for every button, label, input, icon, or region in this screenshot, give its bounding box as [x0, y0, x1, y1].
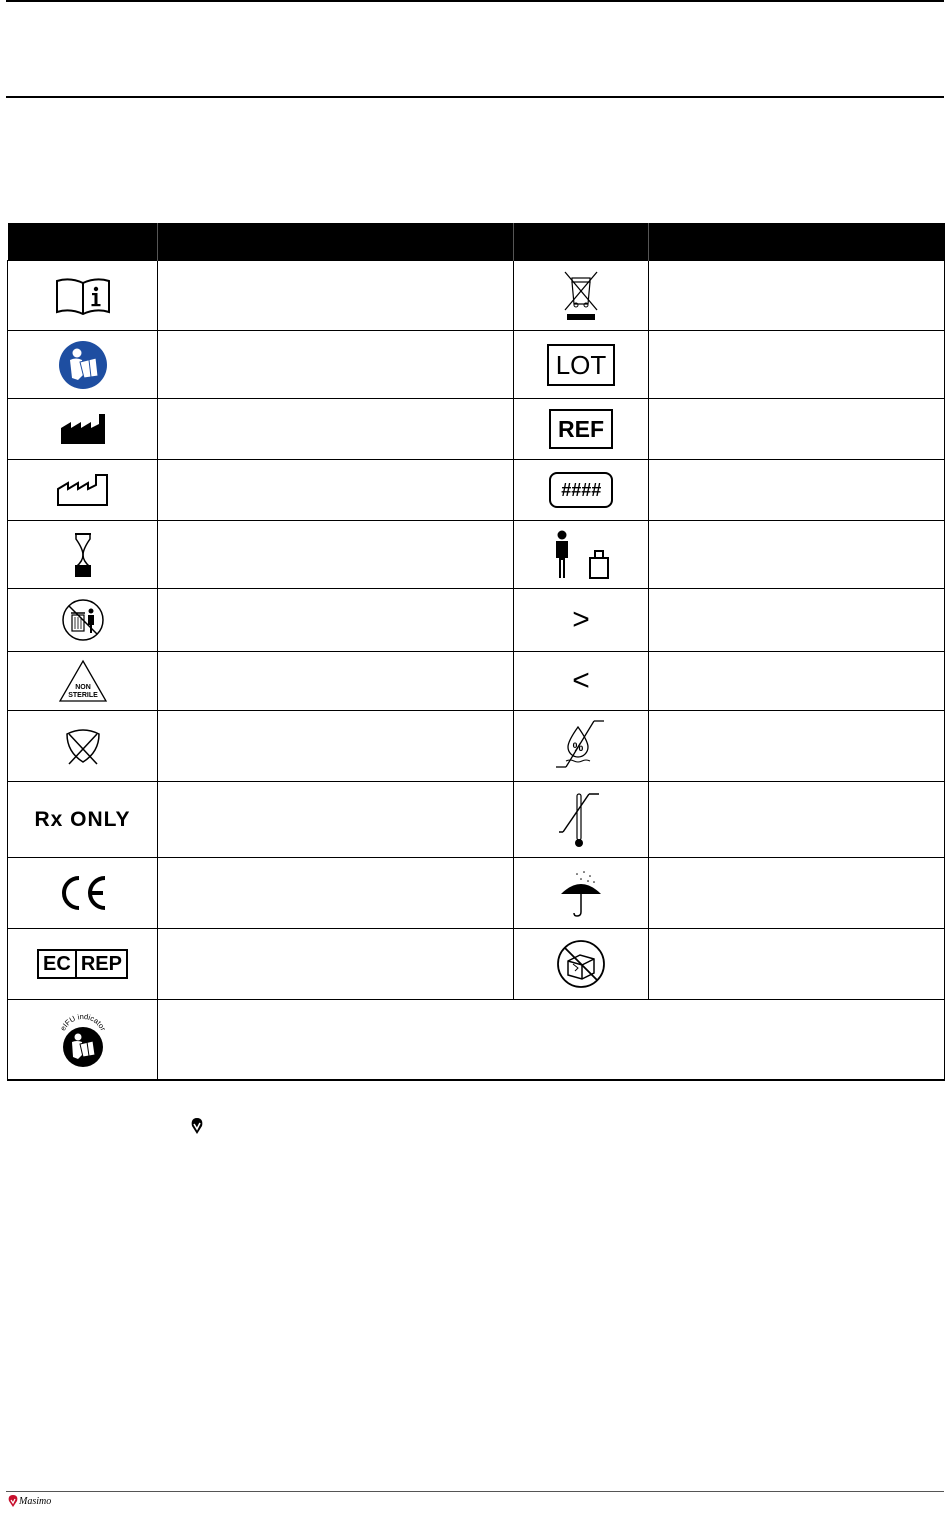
top-rule [6, 0, 944, 2]
rx-only-icon [8, 782, 158, 858]
greater-than-icon [514, 589, 649, 652]
footer-logo [8, 1494, 51, 1508]
ref-icon [514, 399, 649, 460]
table-row [8, 782, 945, 858]
consult-instructions-icon [8, 261, 158, 331]
description-cell [649, 261, 945, 331]
description-cell [649, 589, 945, 652]
non-sterile-text-1: NON [74, 684, 91, 691]
body-weight-icon [514, 521, 649, 589]
table-row [8, 331, 945, 399]
keep-dry-umbrella-icon [514, 858, 649, 929]
description-cell [649, 331, 945, 399]
less-than-icon [514, 652, 649, 711]
lot-icon [514, 331, 649, 399]
lot-label: LOT [547, 344, 616, 386]
table-row [8, 711, 945, 782]
description-cell [158, 331, 514, 399]
table-row [8, 460, 945, 521]
table-header-row [8, 223, 945, 261]
percent-text: % [572, 740, 584, 754]
table-row [8, 589, 945, 652]
use-by-hourglass-icon [8, 521, 158, 589]
table-row [8, 652, 945, 711]
rx-only-text: Rx ONLY [34, 807, 131, 831]
quantity-icon [514, 460, 649, 521]
description-cell [649, 711, 945, 782]
description-cell [649, 652, 945, 711]
description-cell [158, 589, 514, 652]
description-cell [158, 261, 514, 331]
rep-text: REP [80, 953, 122, 975]
description-cell [158, 399, 514, 460]
description-cell [158, 711, 514, 782]
description-cell [649, 521, 945, 589]
column-header-description [158, 223, 514, 261]
do-not-use-if-damaged-icon [514, 929, 649, 1000]
follow-instructions-blue-icon [8, 331, 158, 399]
masimo-inline-mark-icon [190, 1116, 204, 1136]
not-natural-latex-icon [8, 711, 158, 782]
description-cell [649, 858, 945, 929]
table-row [8, 261, 945, 331]
description-cell [158, 521, 514, 589]
description-cell [649, 460, 945, 521]
table-row [8, 399, 945, 460]
greater-than-symbol: > [572, 603, 590, 636]
description-cell [649, 399, 945, 460]
description-cell [158, 782, 514, 858]
less-than-symbol: < [572, 664, 590, 697]
table-row [8, 521, 945, 589]
description-cell [158, 858, 514, 929]
description-cell [649, 929, 945, 1000]
column-header-symbol [8, 223, 158, 261]
table-row [8, 858, 945, 929]
table-row [8, 1000, 945, 1080]
symbols-table [7, 223, 945, 1081]
column-header-symbol-2 [514, 223, 649, 261]
table-row [8, 929, 945, 1000]
temperature-limitation-icon [514, 782, 649, 858]
efu-indicator-text: eIFU indicator [57, 1012, 108, 1033]
efu-indicator-icon [8, 1000, 158, 1080]
ec-text: EC [39, 951, 77, 977]
footer-rule [6, 1491, 944, 1492]
ref-label: REF [549, 409, 613, 449]
quantity-label: #### [549, 472, 613, 508]
date-of-manufacture-icon [8, 460, 158, 521]
description-cell [649, 782, 945, 858]
description-cell [158, 652, 514, 711]
humidity-limitation-icon [514, 711, 649, 782]
ec-rep-icon [8, 929, 158, 1000]
description-cell [158, 1000, 945, 1080]
masimo-logo-icon [8, 1494, 18, 1508]
description-cell [158, 929, 514, 1000]
non-sterile-icon [8, 652, 158, 711]
manufacturer-icon [8, 399, 158, 460]
column-header-description-2 [649, 223, 945, 261]
weee-crossed-bin-icon [514, 261, 649, 331]
header-rule [6, 96, 944, 98]
non-sterile-text-2: STERILE [67, 692, 98, 699]
footer-brand-text: Masimo [19, 1495, 52, 1507]
description-cell [158, 460, 514, 521]
ce-mark-icon [8, 858, 158, 929]
do-not-discard-icon [8, 589, 158, 652]
